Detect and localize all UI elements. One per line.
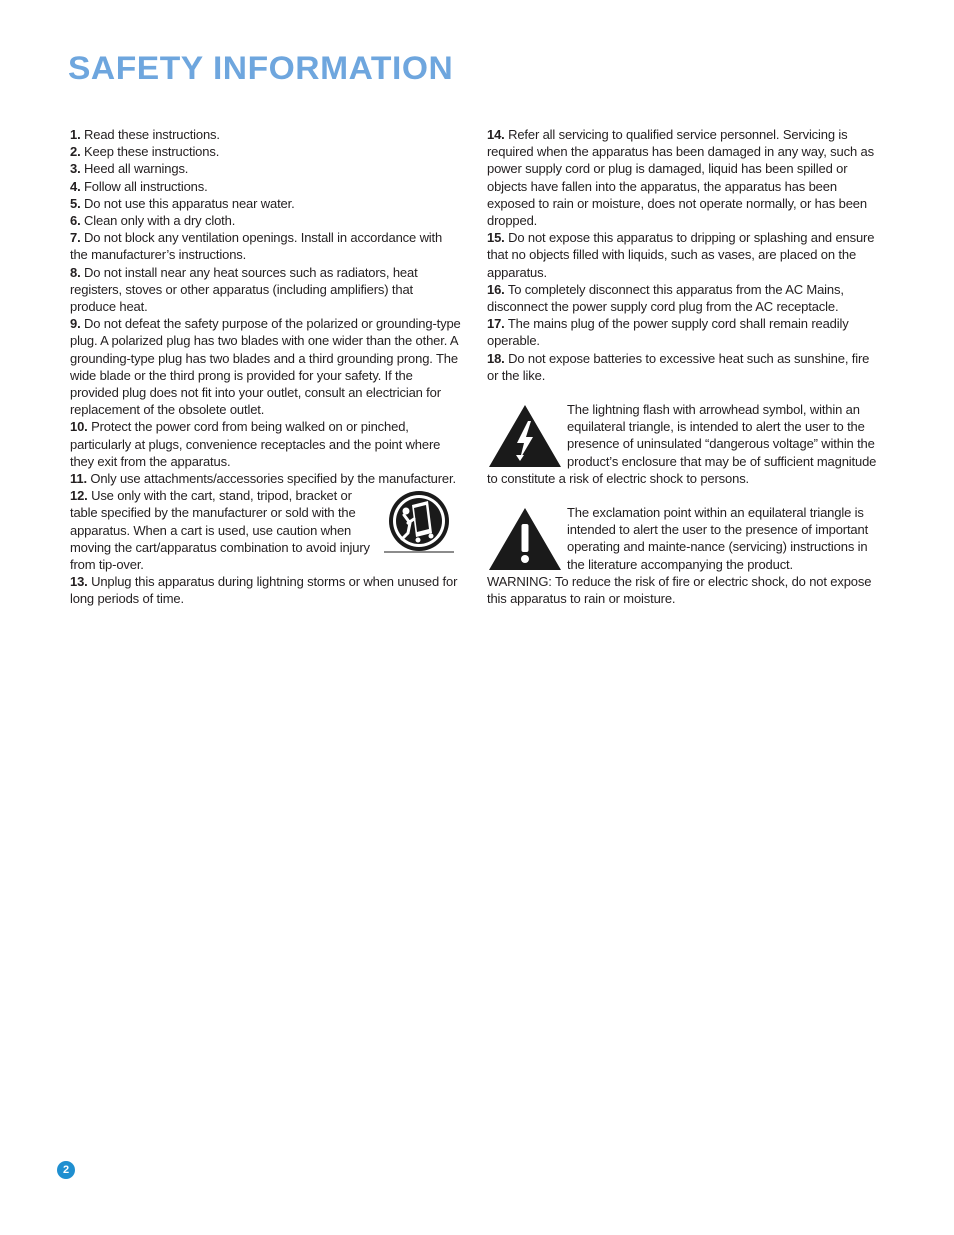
list-item <box>70 573 462 607</box>
item-number: 18. <box>487 350 505 366</box>
item-number: 1. <box>70 127 81 142</box>
item-number: 9. <box>70 316 81 332</box>
item-text: Only use attachments/accessories specified by the manufacturer. <box>86 471 456 487</box>
item-text: Refer all servicing to qualified service personnel. Servicing is required when the apparatus has been damaged in any way, such as power supply cord or plug is damaged, liquid has been spilled or objects have fallen into the apparatus, the apparatus has been exposed to rain or moisture, does not operate normally, or has been dropped. <box>487 127 874 229</box>
list-item <box>70 470 462 487</box>
left-column <box>70 126 462 608</box>
item-text: Read these instructions. <box>80 127 220 142</box>
list-item <box>70 487 462 573</box>
item-number: 6. <box>70 213 81 229</box>
list-item <box>70 212 462 229</box>
item-number: 12. <box>70 488 88 504</box>
list-item <box>487 229 883 281</box>
list-item <box>70 160 462 177</box>
exclamation-warning-icon <box>487 506 563 572</box>
item-text: Unplug this apparatus during lightning storms or when unused for long periods of time. <box>70 574 458 607</box>
exclamation-symbol-block <box>487 504 883 573</box>
list-item <box>487 315 883 349</box>
item-number: 10. <box>70 419 88 435</box>
list-item <box>70 229 462 263</box>
item-text: The mains plug of the power supply cord shall remain readily operable. <box>487 316 849 349</box>
lightning-symbol-text: The lightning flash with arrowhead symbol, within an equilateral triangle, is intended to alert the user to the presence of uninsulated “dangerous voltage” within the product’s enclosure that may be of sufficient magnitude to constitute a risk of electric shock to persons. <box>487 402 877 486</box>
page-title: SAFETY INFORMATION <box>68 50 454 86</box>
item-number: 16. <box>487 281 505 297</box>
list-item <box>70 264 462 316</box>
item-number: 14. <box>487 127 505 142</box>
item-text: Do not defeat the safety purpose of the polarized or grounding-type plug. A polarized plug has two blades with one wider than the other. A grounding-type plug has two blades and a third grounding prong. The wide blade or the third prong is provided for your safety. If the provided plug does not fit into your outlet, consult an electrician for replacement of the obsolete outlet. <box>70 316 461 418</box>
item-text: Keep these instructions. <box>80 144 220 160</box>
cart-tip-over-icon <box>384 489 454 555</box>
list-item <box>70 418 462 470</box>
item-number: 17. <box>487 316 505 332</box>
item-text: To completely disconnect this apparatus from the AC Mains, disconnect the power supply cord plug from the AC receptacle. <box>487 281 844 315</box>
item-number: 8. <box>70 264 81 280</box>
list-item <box>70 315 462 418</box>
right-column <box>487 126 883 607</box>
item-text: Do not block any ventilation openings. Install in accordance with the manufacturer’s instructions. <box>70 230 443 263</box>
list-item <box>70 178 462 195</box>
list-item <box>487 281 883 315</box>
list-item <box>487 126 883 229</box>
item-text: Follow all instructions. <box>80 178 208 194</box>
item-text: Clean only with a dry cloth. <box>80 213 236 229</box>
list-item <box>70 143 462 160</box>
lightning-warning-icon <box>487 403 563 469</box>
exclamation-symbol-text: The exclamation point within an equilateral triangle is intended to alert the user to the presence of important operating and mainte-nance (servicing) instructions in the literature accompanying the product. <box>567 505 869 572</box>
item-number: 7. <box>70 230 81 246</box>
item-text: Do not expose batteries to excessive heat such as sunshine, fire or the like. <box>487 350 870 383</box>
list-item <box>70 126 462 143</box>
item-text: Use only with the cart, stand, tripod, bracket or table specified by the manufacturer or sold with the apparatus. When a cart is used, use caution when moving the cart/apparatus combination to avoid injury from tip-over. <box>70 488 370 573</box>
item-number: 2. <box>70 144 81 160</box>
list-item <box>487 350 883 384</box>
item-text: Do not expose this apparatus to dripping or splashing and ensure that no objects filled with liquids, such as vases, are placed on the apparatus. <box>487 230 875 280</box>
item-text: Protect the power cord from being walked on or pinched, particularly at plugs, convenience receptacles and the point where they exit from the apparatus. <box>70 419 441 469</box>
item-number: 11. <box>70 471 87 487</box>
item-number: 13. <box>70 574 88 590</box>
item-number: 5. <box>70 195 81 211</box>
page-number-badge: 2 <box>57 1161 75 1179</box>
item-text: Do not install near any heat sources such as radiators, heat registers, stoves or other apparatus (including amplifiers) that produce heat. <box>70 264 418 315</box>
lightning-symbol-block <box>487 401 883 487</box>
warning-text: WARNING: To reduce the risk of fire or electric shock, do not expose this apparatus to rain or moisture. <box>487 573 872 607</box>
list-item <box>70 195 462 212</box>
item-number: 3. <box>70 161 81 177</box>
item-text: Heed all warnings. <box>80 161 189 177</box>
item-number: 4. <box>70 178 81 194</box>
item-number: 15. <box>487 230 505 246</box>
item-text: Do not use this apparatus near water. <box>80 195 295 211</box>
